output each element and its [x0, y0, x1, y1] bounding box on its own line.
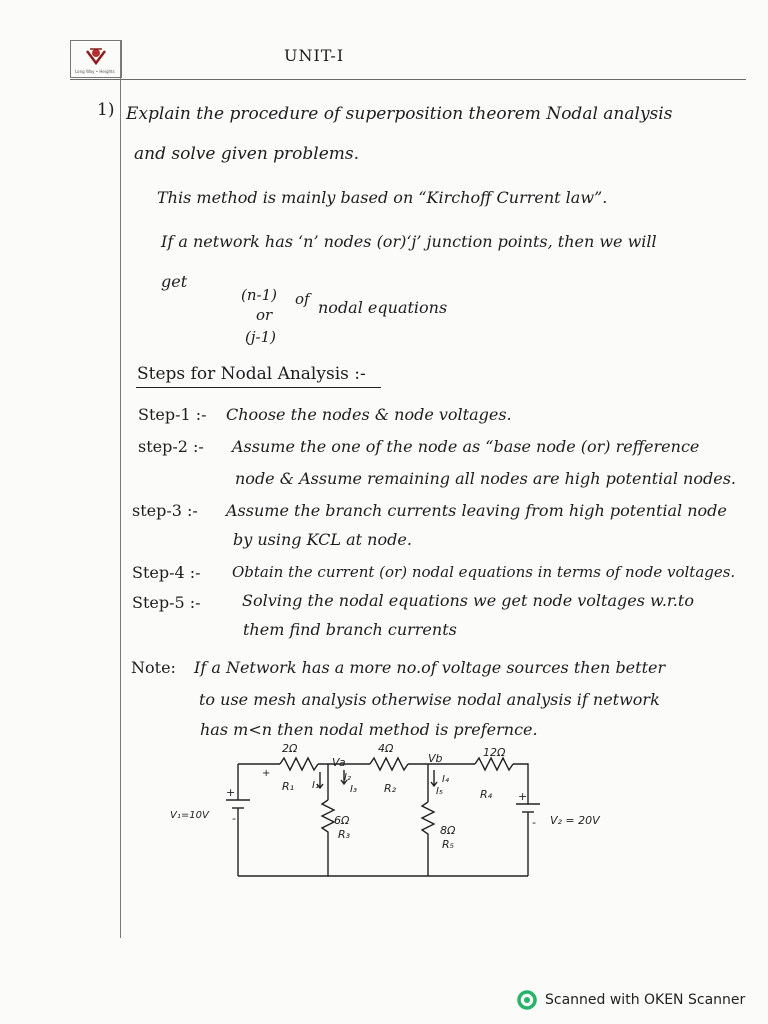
v2-plus-sign: +	[518, 790, 528, 803]
intro-nodal-equations: nodal equations	[318, 298, 448, 317]
v1-minus-sign: -	[232, 812, 236, 825]
step-4-text: Obtain the current (or) nodal equations in terms of node voltages.	[232, 563, 736, 581]
resistor-r4	[475, 758, 513, 770]
scanner-logo-icon	[517, 990, 537, 1010]
current-i2-label: I₂	[344, 772, 351, 783]
intro-n-minus-1: (n-1)	[241, 286, 277, 304]
node-b-label: Vb	[428, 752, 443, 765]
current-i4-label: I₄	[442, 774, 449, 785]
v2-minus-sign: -	[532, 816, 536, 829]
circuit-diagram	[170, 742, 600, 882]
step-3-text-1: Assume the branch currents leaving from high potential node	[226, 501, 727, 520]
resistor-r2	[370, 758, 408, 770]
header-rule	[70, 79, 746, 80]
unit-title: UNIT-I	[284, 46, 345, 65]
resistor-r5	[422, 802, 434, 876]
step-1-label: Step-1 :-	[138, 405, 207, 424]
r4-value: 12Ω	[483, 746, 506, 759]
wire-top-right	[513, 764, 528, 792]
current-arrow-i5	[431, 770, 437, 786]
question-line-2: and solve given problems.	[134, 144, 360, 164]
source-v1-label: V₁=10V	[170, 810, 209, 821]
current-i5-label: I₅	[436, 786, 443, 797]
r2-value: 4Ω	[378, 742, 394, 755]
step-2-text-1: Assume the one of the node as “base node (or) refference	[232, 437, 700, 456]
intro-of: of	[295, 290, 310, 308]
steps-heading-underline	[136, 387, 381, 388]
note-line-1: If a Network has a more no.of voltage sources then better	[194, 658, 666, 677]
resistor-r3	[322, 800, 334, 876]
logo-tagline: Long Way • Heights	[75, 69, 115, 74]
r3-label: R₃	[338, 828, 351, 841]
step-4-label: Step-4 :-	[132, 563, 201, 582]
question-line-1: Explain the procedure of superposition theorem Nodal analysis	[126, 104, 673, 124]
current-i3-label: I₃	[350, 784, 357, 795]
step-3-text-2: by using KCL at node.	[233, 530, 412, 549]
intro-get: get	[161, 272, 188, 291]
scanner-text: Scanned with OKEN Scanner	[545, 992, 746, 1008]
intro-line-1: This method is mainly based on “Kirchoff Current law”.	[157, 188, 608, 207]
r4-label: R₄	[480, 788, 493, 801]
r3-value: 6Ω	[334, 814, 350, 827]
step-5-text-1: Solving the nodal equations we get node voltages w.r.to	[242, 591, 694, 610]
step-3-label: step-3 :-	[132, 501, 198, 520]
step-1-text: Choose the nodes & node voltages.	[226, 405, 512, 424]
r2-label: R₂	[384, 782, 397, 795]
steps-heading: Steps for Nodal Analysis :-	[137, 364, 366, 384]
scanner-watermark	[517, 990, 745, 1010]
v1-plus-sign: +	[226, 786, 236, 799]
r1-label: R₁	[282, 780, 295, 793]
r1-value: 2Ω	[282, 742, 298, 755]
step-2-label: step-2 :-	[138, 437, 204, 456]
step-5-label: Step-5 :-	[132, 593, 201, 612]
note-line-3: has m<n then nodal method is prefernce.	[200, 720, 538, 739]
intro-j-minus-1: (j-1)	[245, 328, 276, 346]
logo	[70, 40, 122, 78]
r5-label: R₅	[442, 838, 455, 851]
r5-value: 8Ω	[440, 824, 456, 837]
note-label: Note:	[131, 658, 176, 677]
note-line-2: to use mesh analysis otherwise nodal analysis if network	[199, 690, 660, 709]
node-a-label: Va	[332, 756, 346, 769]
r1-plus-sign: +	[262, 768, 271, 779]
margin-rule	[120, 40, 121, 938]
resistor-r1	[280, 758, 318, 770]
step-2-text-2: node & Assume remaining all nodes are high potential nodes.	[235, 469, 736, 488]
current-i1-label: I₁	[312, 780, 319, 791]
question-number: 1)	[97, 100, 115, 120]
step-5-text-2: them find branch currents	[243, 620, 457, 639]
source-v2-label: V₂ = 20V	[550, 814, 600, 827]
intro-or: or	[256, 306, 273, 324]
intro-line-2: If a network has ‘n’ nodes (or)‘j’ junction points, then we will	[161, 232, 657, 251]
